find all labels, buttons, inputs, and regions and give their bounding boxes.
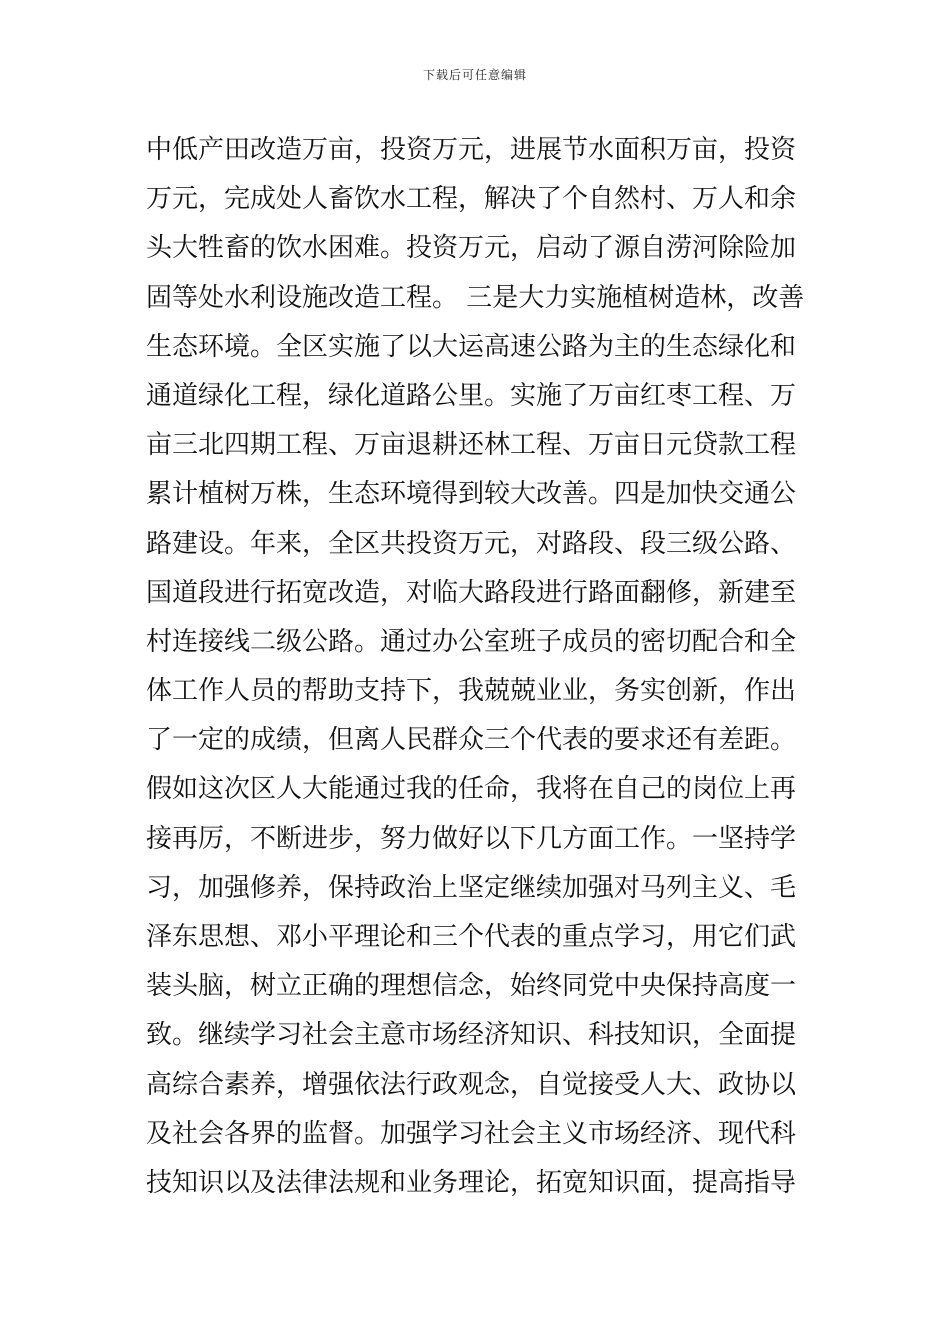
text-line: 固等处水利设施改造工程。 三是大力实施植树造林，改善 xyxy=(146,282,805,313)
text-line: 装头脑，树立正确的理想信念，始终同党中央保持高度一 xyxy=(146,971,797,1002)
text-line: 万元，完成处人畜饮水工程，解决了个自然村、万人和余 xyxy=(146,184,797,215)
text-line: 致。继续学习社会主意市场经济知识、科技知识，全面提 xyxy=(146,1020,797,1051)
text-line: 累计植树万株，生态环境得到较大改善。四是加快交通公 xyxy=(146,479,797,510)
text-line: 亩三北四期工程、万亩退耕还林工程、万亩日元贷款工程 xyxy=(146,430,797,461)
text-line: 习，加强修养，保持政治上坚定继续加强对马列主义、毛 xyxy=(146,872,797,903)
text-line: 路建设。年来，全区共投资万元，对路段、段三级公路、 xyxy=(146,528,797,559)
text-line: 国道段进行拓宽改造，对临大路段进行路面翻修，新建至 xyxy=(146,577,797,608)
text-line: 中低产田改造万亩，投资万元，进展节水面积万亩，投资 xyxy=(146,135,797,165)
text-line: 高综合素养，增强依法行政观念，自觉接受人大、政协以 xyxy=(146,1069,797,1100)
body-text xyxy=(146,126,806,1208)
text-line: 及社会各界的监督。加强学习社会主义市场经济、现代科 xyxy=(146,1118,797,1149)
text-line: 体工作人员的帮助支持下，我兢兢业业，务实创新，作出 xyxy=(146,676,797,707)
page-header-note: 下载后可任意编辑 xyxy=(422,68,527,82)
text-line: 通道绿化工程，绿化道路公里。实施了万亩红枣工程、万 xyxy=(146,380,797,411)
text-line: 技知识以及法律法规和业务理论，拓宽知识面，提高指导 xyxy=(146,1167,797,1198)
text-line: 村连接线二级公路。通过办公室班子成员的密切配合和全 xyxy=(146,626,797,657)
text-line: 假如这次区人大能通过我的任命，我将在自己的岗位上再 xyxy=(146,774,797,805)
text-line: 接再厉，不断进步，努力做好以下几方面工作。一坚持学 xyxy=(146,823,797,854)
text-line: 泽东思想、邓小平理论和三个代表的重点学习，用它们武 xyxy=(146,922,797,952)
text-line: 了一定的成绩，但离人民群众三个代表的要求还有差距。 xyxy=(146,725,797,756)
text-line: 生态环境。全区实施了以大运高速公路为主的生态绿化和 xyxy=(146,331,797,362)
text-line: 头大牲畜的饮水困难。投资万元，启动了源自涝河除险加 xyxy=(146,233,797,264)
